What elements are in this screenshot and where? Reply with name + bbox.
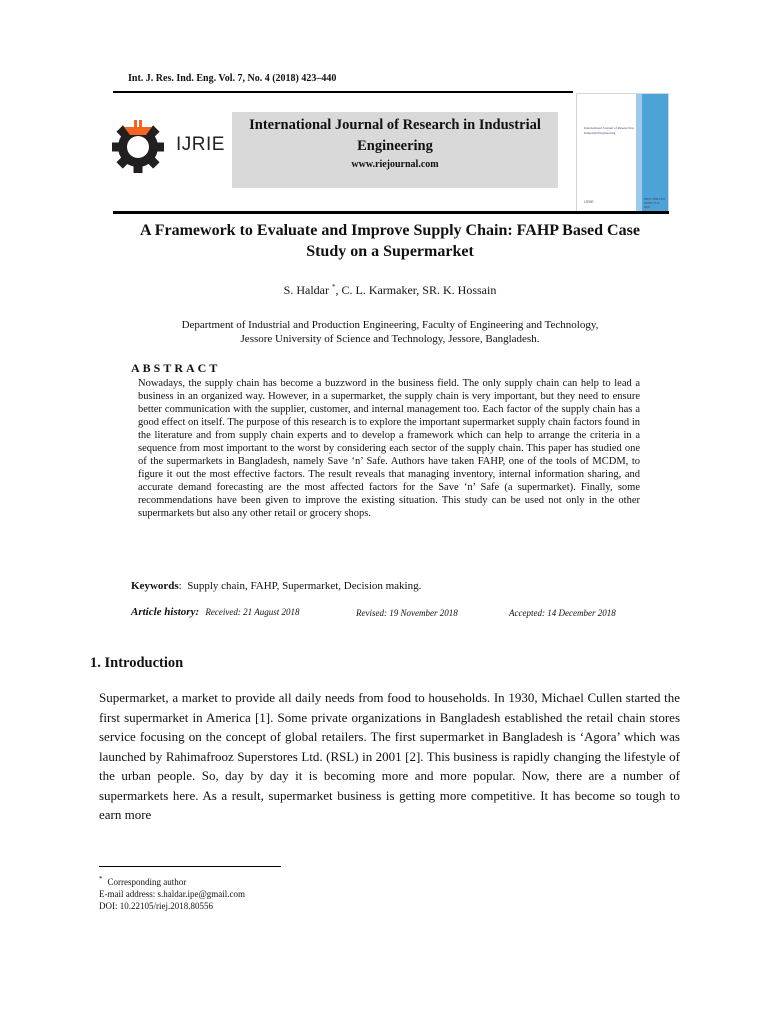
cover-title: International Journal of Research in Industrial Engineering (584, 126, 635, 135)
header-divider (113, 211, 669, 214)
journal-cover-thumbnail (576, 93, 669, 213)
first-author: S. Haldar (283, 283, 329, 297)
doi[interactable]: DOI: 10.22105/riej.2018.80556 (99, 901, 213, 911)
journal-url-link[interactable]: www.riejournal.com (351, 159, 439, 170)
affiliation (120, 318, 660, 346)
abstract-text: Nowadays, the supply chain has become a buzzword in the business field. The only supply chain can help to lead a business in an organized way. However, in a supermarket, the supply chain is very important, but they need to ensure better communication with the supplier, customer, and internal management too. Each factor of the supply chain has a good effect on itself. The purpose of this research is to explore the important supermarket supply chain factors found in the literature and from supply chain experts and to develop a framework which can help to arrange the criteria in a sequence from most important to the worst by considering each sector of the supply chain. This paper has studied one of the supermarkets in Bangladesh, namely Save ‘n’ Safe. Authors have taken FAHP, one of the tools of MCDM, to figure it out the most effective factors. The result reveals that managing inventory, internal information sharing, and accurate demand forecasting are the most affected factors for the Save ‘n’ Safe (a supermarket). Finally, some recommendations have been given to improve the existing situation. This study can be used not only in the other supermarkets but also any other retail or grocery shops. (138, 378, 640, 519)
cover-logo: IJRIE (584, 199, 594, 204)
corresponding-author-note: Corresponding author (107, 877, 187, 887)
cover-footer: ISSN: 2783-1337 eISSN: 2717-2937 (644, 197, 666, 209)
journal-name: International Journal of Research in Industrial Engineering (249, 117, 541, 154)
keywords-label: Keywords (131, 580, 179, 592)
journal-header-box (232, 112, 558, 188)
keywords-list: Supply chain, FAHP, Supermarket, Decision making. (187, 580, 422, 592)
abstract-heading: ABSTRACT (131, 361, 221, 375)
authors (120, 283, 660, 298)
header-rule (113, 91, 573, 93)
logo-text: IJRIE (176, 134, 225, 155)
email-address[interactable]: E-mail address: s.haldar.ipe@gmail.com (99, 889, 245, 899)
section-heading: 1. Introduction (90, 655, 184, 671)
article-title: A Framework to Evaluate and Improve Supply Chain: FAHP Based Case Study on a Supermarket (140, 222, 640, 260)
cover-band (642, 94, 668, 212)
journal-citation: Int. J. Res. Ind. Eng. Vol. 7, No. 4 (2018) 423–440 (128, 73, 337, 84)
affiliation-line: Jessore University of Science and Technology, Jessore, Bangladesh. (240, 333, 540, 345)
other-authors: , C. L. Karmaker, SR. K. Hossain (335, 283, 497, 297)
affiliation-line: Department of Industrial and Production Engineering, Faculty of Engineering and Technology, (181, 319, 599, 331)
introduction-paragraph: Supermarket, a market to provide all daily needs from food to households. In 1930, Michael Cullen started the first supermarket in America [1]. Some private organizations in Bangladesh established the retail chain stores service focusing on the concept of global retailers. The first supermarket in Bangladesh is ‘Agora’ which was launched by Rahimafrooz Superstores Ltd. (RSL) in 2001 [2]. This business is rapidly changing the lifestyle of the urban people. So, day by day it is becoming more and more popular. Now, there are a number of supermarkets here. As a result, supermarket business is getting more competitive. It has become so tough to earn more (99, 690, 680, 822)
article-history (131, 606, 651, 618)
footnotes (99, 873, 245, 912)
footnote-rule (99, 866, 281, 867)
history-label: Article history: (131, 606, 200, 618)
footnote-mark: * (99, 875, 103, 883)
corresponding-mark: * (331, 283, 336, 291)
received-date: Received: 21 August 2018 (205, 607, 300, 617)
revised-date: Revised: 19 November 2018 (356, 608, 458, 618)
keywords: Keywords: Supply chain, FAHP, Supermarket, Decision making. (131, 580, 422, 592)
accepted-date: Accepted: 14 December 2018 (509, 608, 616, 618)
